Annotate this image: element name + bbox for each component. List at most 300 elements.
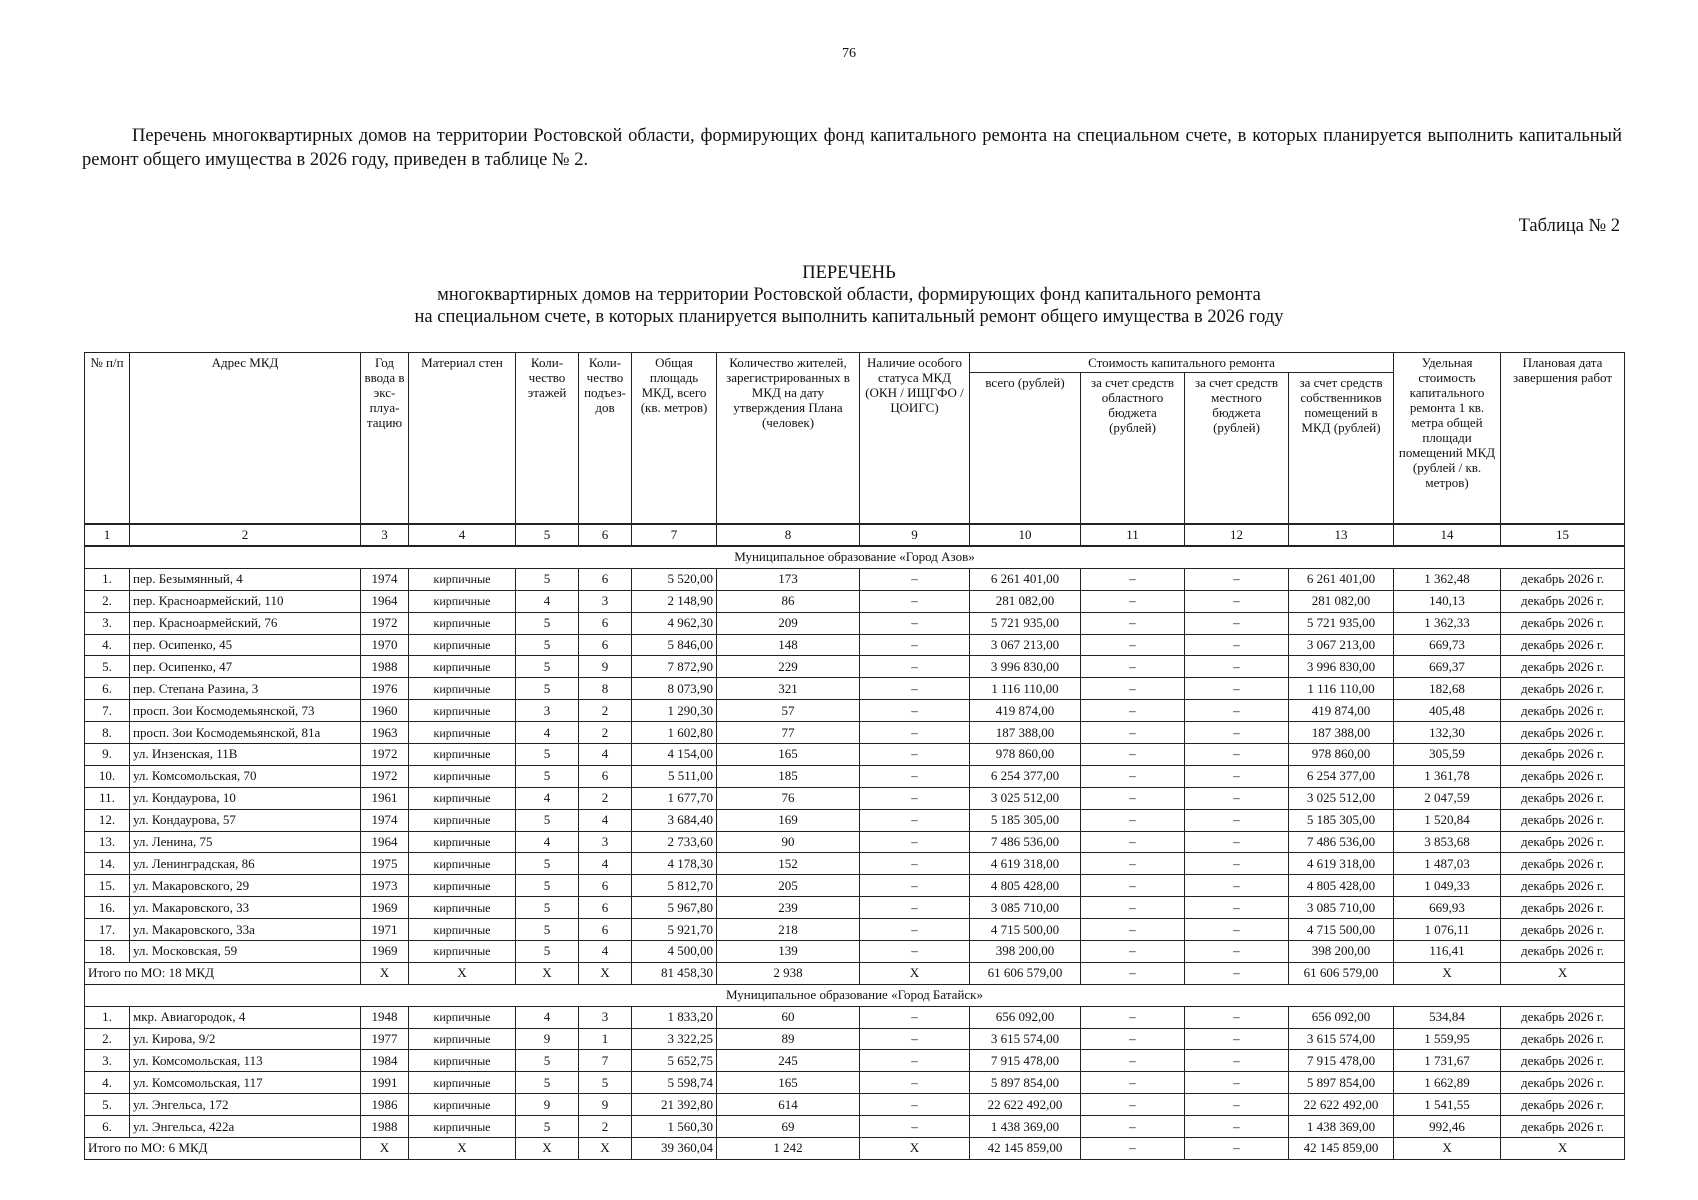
section-title: Муниципальное образование «Город Батайск» bbox=[85, 984, 1625, 1006]
cell-cost-local: – bbox=[1185, 568, 1289, 590]
cell-entrances: 4 bbox=[579, 744, 632, 766]
cell-entrances: 1 bbox=[579, 1028, 632, 1050]
cell-status: – bbox=[860, 853, 970, 875]
cell-address: ул. Кондаурова, 57 bbox=[130, 809, 361, 831]
cell-cost-regional: – bbox=[1081, 919, 1185, 941]
total-label: Итого по МО: 6 МКД bbox=[85, 1138, 361, 1160]
cell-material: кирпичные bbox=[409, 875, 516, 897]
cell-unit-cost: 2 047,59 bbox=[1394, 787, 1501, 809]
cell-address: пер. Осипенко, 45 bbox=[130, 634, 361, 656]
cell-address: ул. Кирова, 9/2 bbox=[130, 1028, 361, 1050]
cell-material: кирпичные bbox=[409, 612, 516, 634]
cell-cost-regional: – bbox=[1081, 656, 1185, 678]
cell-completion: декабрь 2026 г. bbox=[1501, 678, 1625, 700]
cell-cost-local: – bbox=[1185, 1050, 1289, 1072]
cell-year: 1977 bbox=[361, 1028, 409, 1050]
table-row bbox=[85, 700, 1625, 722]
cell-material: кирпичные bbox=[409, 722, 516, 744]
cell-cost-owners: 1 438 369,00 bbox=[1289, 1116, 1394, 1138]
cell-year: 1972 bbox=[361, 612, 409, 634]
cell-cost-owners: 978 860,00 bbox=[1289, 744, 1394, 766]
total-unit-cost: X bbox=[1394, 962, 1501, 984]
cell-cost-total: 7 486 536,00 bbox=[970, 831, 1081, 853]
cell-material: кирпичные bbox=[409, 590, 516, 612]
total-row bbox=[85, 1138, 1625, 1160]
cell-address: пер. Красноармейский, 110 bbox=[130, 590, 361, 612]
column-number: 5 bbox=[516, 524, 579, 546]
total-area: 81 458,30 bbox=[632, 962, 717, 984]
cell-cost-owners: 1 116 110,00 bbox=[1289, 678, 1394, 700]
cell-residents: 614 bbox=[717, 1094, 860, 1116]
col-header-unit-cost: Удельная стоимость капитального ремонта 1 кв. метра общей площади помещений МКД (рублей / кв. метров) bbox=[1394, 353, 1501, 525]
cell-material: кирпичные bbox=[409, 809, 516, 831]
total-cost-regional: – bbox=[1081, 962, 1185, 984]
cell-unit-cost: 992,46 bbox=[1394, 1116, 1501, 1138]
cell-material: кирпичные bbox=[409, 853, 516, 875]
cell-status: – bbox=[860, 1072, 970, 1094]
cell-status: – bbox=[860, 678, 970, 700]
total-residents: 1 242 bbox=[717, 1138, 860, 1160]
cell-entrances: 8 bbox=[579, 678, 632, 700]
cell-material: кирпичные bbox=[409, 941, 516, 963]
table-heading bbox=[0, 262, 1698, 328]
cell-status: – bbox=[860, 568, 970, 590]
cell-year: 1988 bbox=[361, 656, 409, 678]
cell-unit-cost: 1 541,55 bbox=[1394, 1094, 1501, 1116]
cell-cost-regional: – bbox=[1081, 765, 1185, 787]
cell-material: кирпичные bbox=[409, 919, 516, 941]
column-number: 11 bbox=[1081, 524, 1185, 546]
cell-unit-cost: 1 362,33 bbox=[1394, 612, 1501, 634]
cell-residents: 185 bbox=[717, 765, 860, 787]
cell-status: – bbox=[860, 875, 970, 897]
cell-cost-total: 978 860,00 bbox=[970, 744, 1081, 766]
cell-area: 1 677,70 bbox=[632, 787, 717, 809]
cell-completion: декабрь 2026 г. bbox=[1501, 568, 1625, 590]
cell-cost-regional: – bbox=[1081, 568, 1185, 590]
cell-no: 2. bbox=[85, 1028, 130, 1050]
cell-entrances: 9 bbox=[579, 656, 632, 678]
cell-address: ул. Ленина, 75 bbox=[130, 831, 361, 853]
table-row bbox=[85, 612, 1625, 634]
cell-cost-local: – bbox=[1185, 809, 1289, 831]
cell-cost-regional: – bbox=[1081, 941, 1185, 963]
cell-cost-total: 281 082,00 bbox=[970, 590, 1081, 612]
cell-year: 1972 bbox=[361, 765, 409, 787]
total-floors: X bbox=[516, 1138, 579, 1160]
cell-completion: декабрь 2026 г. bbox=[1501, 1072, 1625, 1094]
cell-completion: декабрь 2026 г. bbox=[1501, 612, 1625, 634]
cell-no: 1. bbox=[85, 568, 130, 590]
cell-status: – bbox=[860, 744, 970, 766]
cell-area: 4 500,00 bbox=[632, 941, 717, 963]
cell-no: 18. bbox=[85, 941, 130, 963]
table-body bbox=[85, 524, 1625, 1159]
cell-cost-regional: – bbox=[1081, 1072, 1185, 1094]
cell-entrances: 2 bbox=[579, 700, 632, 722]
cell-cost-owners: 3 025 512,00 bbox=[1289, 787, 1394, 809]
cell-residents: 239 bbox=[717, 897, 860, 919]
cell-residents: 218 bbox=[717, 919, 860, 941]
cell-cost-owners: 3 615 574,00 bbox=[1289, 1028, 1394, 1050]
cell-year: 1963 bbox=[361, 722, 409, 744]
cell-material: кирпичные bbox=[409, 1072, 516, 1094]
cell-floors: 5 bbox=[516, 568, 579, 590]
cell-address: ул. Макаровского, 29 bbox=[130, 875, 361, 897]
cell-residents: 165 bbox=[717, 1072, 860, 1094]
cell-year: 1960 bbox=[361, 700, 409, 722]
cell-status: – bbox=[860, 809, 970, 831]
cell-floors: 5 bbox=[516, 1072, 579, 1094]
cell-cost-local: – bbox=[1185, 590, 1289, 612]
cell-cost-local: – bbox=[1185, 919, 1289, 941]
cell-entrances: 3 bbox=[579, 1006, 632, 1028]
table-row bbox=[85, 787, 1625, 809]
total-status: X bbox=[860, 962, 970, 984]
cell-area: 5 511,00 bbox=[632, 765, 717, 787]
cell-no: 3. bbox=[85, 1050, 130, 1072]
cell-cost-owners: 6 254 377,00 bbox=[1289, 765, 1394, 787]
cell-cost-total: 4 805 428,00 bbox=[970, 875, 1081, 897]
cell-completion: декабрь 2026 г. bbox=[1501, 1006, 1625, 1028]
cell-area: 8 073,90 bbox=[632, 678, 717, 700]
column-number: 6 bbox=[579, 524, 632, 546]
cell-cost-local: – bbox=[1185, 1006, 1289, 1028]
cell-completion: декабрь 2026 г. bbox=[1501, 722, 1625, 744]
cell-unit-cost: 669,73 bbox=[1394, 634, 1501, 656]
cell-floors: 5 bbox=[516, 809, 579, 831]
cell-cost-local: – bbox=[1185, 765, 1289, 787]
cell-floors: 5 bbox=[516, 656, 579, 678]
cell-status: – bbox=[860, 941, 970, 963]
table-row bbox=[85, 656, 1625, 678]
cell-year: 1976 bbox=[361, 678, 409, 700]
cell-status: – bbox=[860, 590, 970, 612]
cell-no: 5. bbox=[85, 1094, 130, 1116]
cell-cost-owners: 5 185 305,00 bbox=[1289, 809, 1394, 831]
cell-residents: 152 bbox=[717, 853, 860, 875]
cell-status: – bbox=[860, 1028, 970, 1050]
cell-cost-owners: 7 915 478,00 bbox=[1289, 1050, 1394, 1072]
cell-cost-regional: – bbox=[1081, 700, 1185, 722]
cell-cost-total: 398 200,00 bbox=[970, 941, 1081, 963]
section-title: Муниципальное образование «Город Азов» bbox=[85, 546, 1625, 568]
cell-residents: 173 bbox=[717, 568, 860, 590]
cell-unit-cost: 1 049,33 bbox=[1394, 875, 1501, 897]
cell-unit-cost: 1 362,48 bbox=[1394, 568, 1501, 590]
cell-floors: 5 bbox=[516, 612, 579, 634]
col-header-no: № п/п bbox=[85, 353, 130, 525]
cell-address: мкр. Авиагородок, 4 bbox=[130, 1006, 361, 1028]
total-unit-cost: X bbox=[1394, 1138, 1501, 1160]
cell-material: кирпичные bbox=[409, 700, 516, 722]
total-year: X bbox=[361, 962, 409, 984]
cell-no: 15. bbox=[85, 875, 130, 897]
cell-no: 3. bbox=[85, 612, 130, 634]
cell-cost-local: – bbox=[1185, 897, 1289, 919]
cell-floors: 5 bbox=[516, 941, 579, 963]
cell-unit-cost: 1 731,67 bbox=[1394, 1050, 1501, 1072]
cell-material: кирпичные bbox=[409, 1028, 516, 1050]
cell-status: – bbox=[860, 1006, 970, 1028]
cell-material: кирпичные bbox=[409, 1094, 516, 1116]
cell-completion: декабрь 2026 г. bbox=[1501, 787, 1625, 809]
cell-address: ул. Энгельса, 422а bbox=[130, 1116, 361, 1138]
cell-cost-regional: – bbox=[1081, 897, 1185, 919]
cell-residents: 209 bbox=[717, 612, 860, 634]
cell-floors: 9 bbox=[516, 1028, 579, 1050]
cell-material: кирпичные bbox=[409, 1050, 516, 1072]
cell-area: 5 598,74 bbox=[632, 1072, 717, 1094]
cell-cost-total: 419 874,00 bbox=[970, 700, 1081, 722]
column-number: 7 bbox=[632, 524, 717, 546]
cell-status: – bbox=[860, 700, 970, 722]
cell-completion: декабрь 2026 г. bbox=[1501, 1028, 1625, 1050]
cell-residents: 245 bbox=[717, 1050, 860, 1072]
cell-completion: декабрь 2026 г. bbox=[1501, 941, 1625, 963]
cell-cost-local: – bbox=[1185, 656, 1289, 678]
cell-cost-total: 22 622 492,00 bbox=[970, 1094, 1081, 1116]
cell-material: кирпичные bbox=[409, 831, 516, 853]
table-row bbox=[85, 809, 1625, 831]
cell-status: – bbox=[860, 1050, 970, 1072]
cell-residents: 60 bbox=[717, 1006, 860, 1028]
total-floors: X bbox=[516, 962, 579, 984]
cell-no: 5. bbox=[85, 656, 130, 678]
cell-area: 2 148,90 bbox=[632, 590, 717, 612]
intro-paragraph: Перечень многоквартирных домов на территории Ростовской области, формирующих фонд капитального ремонта на специальном счете, в которых планируется выполнить капитальный ремонт общего имущества в 2026 году, приведен в таблице № 2. bbox=[82, 126, 1622, 170]
cell-entrances: 4 bbox=[579, 853, 632, 875]
cell-address: пер. Красноармейский, 76 bbox=[130, 612, 361, 634]
cell-completion: декабрь 2026 г. bbox=[1501, 897, 1625, 919]
total-cost-owners: 61 606 579,00 bbox=[1289, 962, 1394, 984]
total-material: X bbox=[409, 1138, 516, 1160]
cell-no: 17. bbox=[85, 919, 130, 941]
column-number: 8 bbox=[717, 524, 860, 546]
cell-cost-owners: 7 486 536,00 bbox=[1289, 831, 1394, 853]
cell-area: 3 684,40 bbox=[632, 809, 717, 831]
cell-completion: декабрь 2026 г. bbox=[1501, 1050, 1625, 1072]
cell-residents: 86 bbox=[717, 590, 860, 612]
cell-entrances: 6 bbox=[579, 568, 632, 590]
cell-floors: 9 bbox=[516, 1094, 579, 1116]
cell-address: ул. Комсомольская, 113 bbox=[130, 1050, 361, 1072]
cell-area: 5 967,80 bbox=[632, 897, 717, 919]
cell-cost-total: 4 715 500,00 bbox=[970, 919, 1081, 941]
cell-address: ул. Кондаурова, 10 bbox=[130, 787, 361, 809]
cell-cost-total: 5 897 854,00 bbox=[970, 1072, 1081, 1094]
cell-floors: 5 bbox=[516, 919, 579, 941]
table-row bbox=[85, 875, 1625, 897]
cell-completion: декабрь 2026 г. bbox=[1501, 1094, 1625, 1116]
cell-status: – bbox=[860, 1116, 970, 1138]
cell-cost-owners: 4 619 318,00 bbox=[1289, 853, 1394, 875]
cell-residents: 148 bbox=[717, 634, 860, 656]
cell-floors: 5 bbox=[516, 1050, 579, 1072]
cell-area: 5 652,75 bbox=[632, 1050, 717, 1072]
cell-entrances: 7 bbox=[579, 1050, 632, 1072]
cell-cost-owners: 5 721 935,00 bbox=[1289, 612, 1394, 634]
cell-cost-local: – bbox=[1185, 722, 1289, 744]
cell-no: 11. bbox=[85, 787, 130, 809]
cell-unit-cost: 140,13 bbox=[1394, 590, 1501, 612]
cell-unit-cost: 1 361,78 bbox=[1394, 765, 1501, 787]
col-header-entrances: Коли-чество подъез-дов bbox=[579, 353, 632, 525]
cell-year: 1961 bbox=[361, 787, 409, 809]
table-row bbox=[85, 678, 1625, 700]
cell-entrances: 4 bbox=[579, 809, 632, 831]
cell-floors: 4 bbox=[516, 787, 579, 809]
table-row bbox=[85, 897, 1625, 919]
total-cost-regional: – bbox=[1081, 1138, 1185, 1160]
cell-area: 4 178,30 bbox=[632, 853, 717, 875]
cell-address: просп. Зои Космодемьянской, 81а bbox=[130, 722, 361, 744]
total-area: 39 360,04 bbox=[632, 1138, 717, 1160]
cell-completion: декабрь 2026 г. bbox=[1501, 634, 1625, 656]
total-year: X bbox=[361, 1138, 409, 1160]
cell-no: 1. bbox=[85, 1006, 130, 1028]
cell-residents: 77 bbox=[717, 722, 860, 744]
total-cost-total: 42 145 859,00 bbox=[970, 1138, 1081, 1160]
cell-cost-owners: 3 067 213,00 bbox=[1289, 634, 1394, 656]
cell-completion: декабрь 2026 г. bbox=[1501, 853, 1625, 875]
cell-floors: 5 bbox=[516, 744, 579, 766]
cell-status: – bbox=[860, 634, 970, 656]
cell-cost-local: – bbox=[1185, 1028, 1289, 1050]
cell-address: ул. Комсомольская, 117 bbox=[130, 1072, 361, 1094]
cell-unit-cost: 669,93 bbox=[1394, 897, 1501, 919]
cell-no: 9. bbox=[85, 744, 130, 766]
cell-status: – bbox=[860, 787, 970, 809]
cell-year: 1948 bbox=[361, 1006, 409, 1028]
cell-cost-local: – bbox=[1185, 1116, 1289, 1138]
cell-material: кирпичные bbox=[409, 1116, 516, 1138]
cell-year: 1969 bbox=[361, 897, 409, 919]
cell-entrances: 3 bbox=[579, 831, 632, 853]
cell-residents: 89 bbox=[717, 1028, 860, 1050]
column-numbers-row bbox=[85, 524, 1625, 546]
cell-floors: 5 bbox=[516, 853, 579, 875]
cell-completion: декабрь 2026 г. bbox=[1501, 1116, 1625, 1138]
column-number: 12 bbox=[1185, 524, 1289, 546]
cell-unit-cost: 1 487,03 bbox=[1394, 853, 1501, 875]
cell-material: кирпичные bbox=[409, 656, 516, 678]
cell-year: 1974 bbox=[361, 568, 409, 590]
cell-entrances: 6 bbox=[579, 612, 632, 634]
cell-no: 10. bbox=[85, 765, 130, 787]
cell-entrances: 5 bbox=[579, 1072, 632, 1094]
cell-cost-local: – bbox=[1185, 941, 1289, 963]
cell-entrances: 6 bbox=[579, 634, 632, 656]
col-header-status: Наличие особого статуса МКД (ОКН / ИЩГФО / ЦОИГС) bbox=[860, 353, 970, 525]
table-row bbox=[85, 919, 1625, 941]
cell-floors: 4 bbox=[516, 831, 579, 853]
cell-cost-local: – bbox=[1185, 875, 1289, 897]
cell-material: кирпичные bbox=[409, 678, 516, 700]
total-label: Итого по МО: 18 МКД bbox=[85, 962, 361, 984]
cell-address: ул. Энгельса, 172 bbox=[130, 1094, 361, 1116]
table-row bbox=[85, 765, 1625, 787]
cell-cost-regional: – bbox=[1081, 634, 1185, 656]
table-row bbox=[85, 1094, 1625, 1116]
col-header-cost-group: Стоимость капитального ремонта bbox=[970, 353, 1394, 373]
cell-residents: 57 bbox=[717, 700, 860, 722]
cell-no: 6. bbox=[85, 678, 130, 700]
table-row bbox=[85, 941, 1625, 963]
cell-area: 1 602,80 bbox=[632, 722, 717, 744]
cell-area: 5 812,70 bbox=[632, 875, 717, 897]
cell-cost-owners: 398 200,00 bbox=[1289, 941, 1394, 963]
col-header-area: Общая площадь МКД, всего (кв. метров) bbox=[632, 353, 717, 525]
cell-entrances: 6 bbox=[579, 765, 632, 787]
cell-area: 3 322,25 bbox=[632, 1028, 717, 1050]
cell-cost-local: – bbox=[1185, 744, 1289, 766]
total-entrances: X bbox=[579, 1138, 632, 1160]
cell-material: кирпичные bbox=[409, 568, 516, 590]
cell-cost-total: 656 092,00 bbox=[970, 1006, 1081, 1028]
cell-floors: 5 bbox=[516, 897, 579, 919]
cell-floors: 5 bbox=[516, 1116, 579, 1138]
cell-cost-owners: 187 388,00 bbox=[1289, 722, 1394, 744]
cell-floors: 3 bbox=[516, 700, 579, 722]
cell-cost-total: 187 388,00 bbox=[970, 722, 1081, 744]
cell-entrances: 6 bbox=[579, 875, 632, 897]
cell-area: 4 962,30 bbox=[632, 612, 717, 634]
cell-cost-total: 3 615 574,00 bbox=[970, 1028, 1081, 1050]
cell-floors: 5 bbox=[516, 765, 579, 787]
cell-residents: 229 bbox=[717, 656, 860, 678]
total-cost-total: 61 606 579,00 bbox=[970, 962, 1081, 984]
cell-cost-regional: – bbox=[1081, 678, 1185, 700]
cell-cost-local: – bbox=[1185, 1072, 1289, 1094]
cell-cost-regional: – bbox=[1081, 1050, 1185, 1072]
cell-completion: декабрь 2026 г. bbox=[1501, 875, 1625, 897]
cell-address: ул. Московская, 59 bbox=[130, 941, 361, 963]
cell-unit-cost: 305,59 bbox=[1394, 744, 1501, 766]
cell-residents: 76 bbox=[717, 787, 860, 809]
cell-cost-owners: 4 715 500,00 bbox=[1289, 919, 1394, 941]
cell-cost-total: 5 185 305,00 bbox=[970, 809, 1081, 831]
cell-address: ул. Макаровского, 33 bbox=[130, 897, 361, 919]
cell-cost-regional: – bbox=[1081, 875, 1185, 897]
cell-year: 1974 bbox=[361, 809, 409, 831]
cell-completion: декабрь 2026 г. bbox=[1501, 919, 1625, 941]
cell-material: кирпичные bbox=[409, 897, 516, 919]
cell-no: 6. bbox=[85, 1116, 130, 1138]
column-number: 10 bbox=[970, 524, 1081, 546]
column-number: 9 bbox=[860, 524, 970, 546]
cell-completion: декабрь 2026 г. bbox=[1501, 590, 1625, 612]
table-row bbox=[85, 568, 1625, 590]
cell-cost-owners: 419 874,00 bbox=[1289, 700, 1394, 722]
cell-area: 1 560,30 bbox=[632, 1116, 717, 1138]
cell-cost-total: 6 261 401,00 bbox=[970, 568, 1081, 590]
cell-address: просп. Зои Космодемьянской, 73 bbox=[130, 700, 361, 722]
cell-material: кирпичные bbox=[409, 765, 516, 787]
column-number: 1 bbox=[85, 524, 130, 546]
cell-residents: 321 bbox=[717, 678, 860, 700]
cell-cost-regional: – bbox=[1081, 590, 1185, 612]
cell-year: 1964 bbox=[361, 590, 409, 612]
cell-floors: 4 bbox=[516, 590, 579, 612]
cell-address: ул. Макаровского, 33а bbox=[130, 919, 361, 941]
total-row bbox=[85, 962, 1625, 984]
heading-line-1: ПЕРЕЧЕНЬ bbox=[802, 263, 896, 283]
cell-status: – bbox=[860, 722, 970, 744]
cell-area: 1 833,20 bbox=[632, 1006, 717, 1028]
table-row bbox=[85, 744, 1625, 766]
cell-cost-total: 3 025 512,00 bbox=[970, 787, 1081, 809]
